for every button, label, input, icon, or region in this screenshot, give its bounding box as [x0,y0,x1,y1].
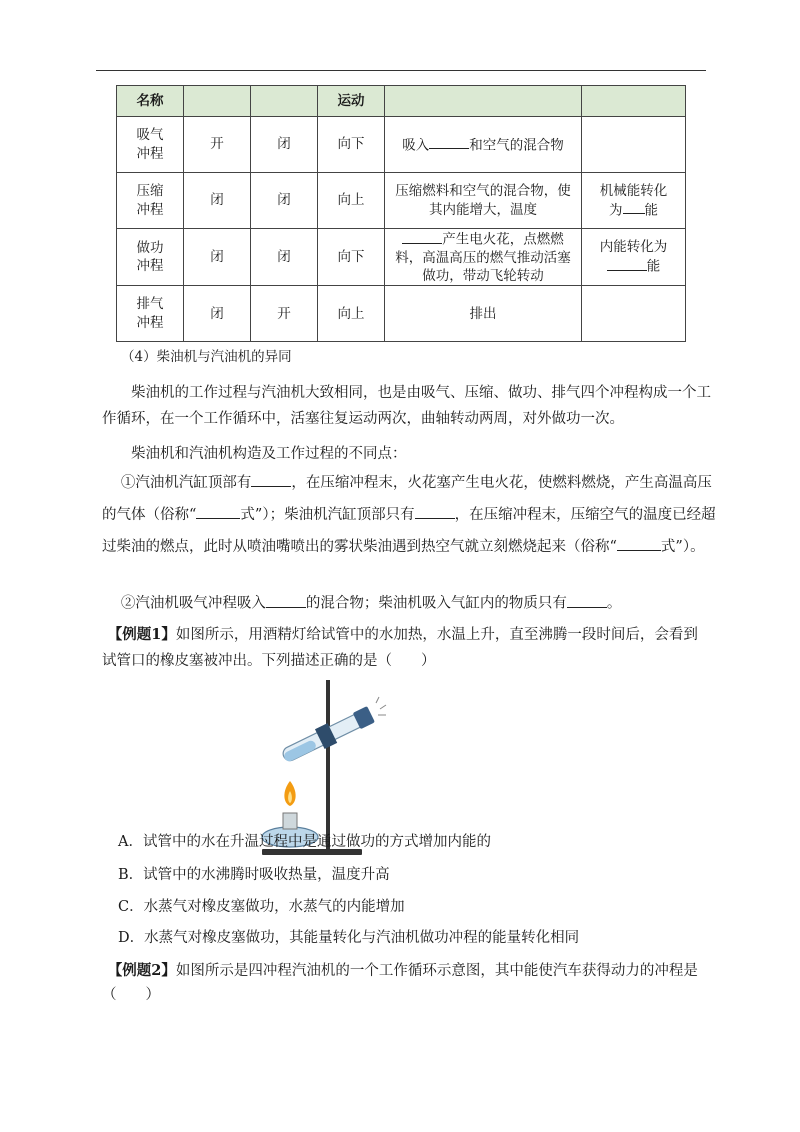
paragraph-process: 柴油机的工作过程与汽油机大致相同，也是由吸气、压缩、做功、排气四个冲程构成一个工作循环，在一个工作循环中，活塞往复运动两次，曲轴转动两周，对外做功一次。 [102,385,711,427]
row-desc: 排出 [385,286,582,342]
diff1-text-a: ①汽油机汽缸顶部有 [120,475,252,491]
row-valve1: 闭 [184,229,251,286]
row-motion: 向上 [318,173,385,229]
answer-blank[interactable] [617,536,661,552]
row-name [117,117,184,173]
example1-question: 如图所示，用酒精灯给试管中的水加热，水温上升，直至沸腾一段时间后，会看到试管口的橡皮塞被冲出。下列描述正确的是（ ） [102,627,698,669]
paragraph-difference-1 [102,467,716,563]
compression-name: 压缩冲程 [136,183,164,218]
intake-desc-pre: 吸入 [402,137,430,154]
intake-desc-post: 和空气的混合物 [469,137,564,154]
example1-option-b[interactable]: B．试管中的水沸腾时吸收热量，温度升高 [118,867,390,883]
compression-energy-post: 能 [644,202,658,219]
answer-blank[interactable] [251,472,291,488]
header-col3 [251,86,318,117]
row-energy [582,229,686,286]
row-desc [385,229,582,286]
header-col6 [582,86,686,117]
diff1-text-e: 式”）。 [660,539,705,555]
table-row [117,286,686,342]
row-name [117,229,184,286]
row-valve1: 闭 [184,173,251,229]
row-desc [385,117,582,173]
paragraph-differences: 柴油机和汽油机构造及工作过程的不同点： [131,446,407,462]
example2-question: 如图所示是四冲程汽油机的一个工作循环示意图，其中能使汽车获得动力的冲程是 [175,963,698,979]
steam-lines-icon [376,697,386,715]
diff2-text-b: 的混合物；柴油机吸入气缸内的物质只有 [305,595,567,612]
example1-stem [102,622,712,674]
paragraph-difference-2 [102,592,712,613]
example1-option-d[interactable]: D．水蒸气对橡皮塞做功，其能量转化与汽油机做功冲程的能量转化相同 [118,930,580,946]
example1-option-a[interactable]: A．试管中的水在升温过程中是通过做功的方式增加内能的 [118,834,491,850]
header-motion: 运动 [318,86,385,117]
example1-tag: 【例题1】 [107,626,176,643]
example2-stem [102,958,712,984]
header-name: 名称 [117,86,184,117]
answer-blank[interactable] [402,229,442,244]
row-energy [582,286,686,342]
answer-blank[interactable] [623,200,645,215]
diff1-text-d: ，在压缩冲程末，压缩空气的温度已经超过柴油的燃点，此时从喷油嘴喷出的雾状柴油遇到热空气就立刻燃烧起来（俗称“ [102,507,716,555]
table-header-row [117,86,686,117]
header-rule [96,70,706,71]
compression-energy-pre: 机械能转化为 [599,182,668,219]
section-title: （4）柴油机与汽油机的异同 [121,349,292,365]
answer-blank[interactable] [607,256,647,271]
table-row [117,117,686,173]
row-valve2: 闭 [251,229,318,286]
power-energy-pre: 内能转化为 [599,239,668,256]
diff2-text-c: 。 [606,595,622,612]
row-valve1: 闭 [184,286,251,342]
example2-tag: 【例题2】 [107,962,176,979]
example1-option-c[interactable]: C．水蒸气对橡皮塞做功，水蒸气的内能增加 [118,899,405,915]
row-energy [582,173,686,229]
iron-stand-rod [326,680,330,852]
intake-name: 吸气冲程 [136,127,164,162]
row-name [117,286,184,342]
compression-desc: 压缩燃料和空气的混合物，使其内能增大，温度 [395,183,571,218]
answer-blank[interactable] [196,504,240,520]
row-valve2: 闭 [251,173,318,229]
power-energy-post: 能 [646,258,661,275]
power-desc: 产生电火花，点燃燃料，高温高压的燃气推动活塞做功，带动飞轮转动 [395,231,571,284]
answer-blank[interactable] [429,135,469,150]
exhaust-name: 排气冲程 [136,296,164,331]
row-valve1: 开 [184,117,251,173]
answer-blank[interactable] [567,592,607,608]
answer-blank[interactable] [266,592,306,608]
example2-answer-paren: （ ） [102,987,160,1003]
row-motion: 向上 [318,286,385,342]
row-motion: 向下 [318,229,385,286]
diff1-text-c: 式”）；柴油机汽缸顶部只有 [240,507,415,523]
table-row [117,229,686,286]
row-valve2: 开 [251,286,318,342]
row-motion: 向下 [318,117,385,173]
row-name [117,173,184,229]
table-row [117,173,686,229]
alcohol-lamp-neck [283,813,297,829]
row-valve2: 闭 [251,117,318,173]
header-col5 [385,86,582,117]
stroke-table [116,85,686,342]
answer-blank[interactable] [415,504,455,520]
diff2-text-a: ②汽油机吸气冲程吸入 [120,595,266,612]
power-name: 做功冲程 [136,239,164,275]
header-col2 [184,86,251,117]
diff1-text-b: ，在压缩冲程末，火花塞产生电火花，使燃料燃烧，产生高温高压的气体（俗称“ [102,475,712,523]
row-desc [385,173,582,229]
row-energy [582,117,686,173]
